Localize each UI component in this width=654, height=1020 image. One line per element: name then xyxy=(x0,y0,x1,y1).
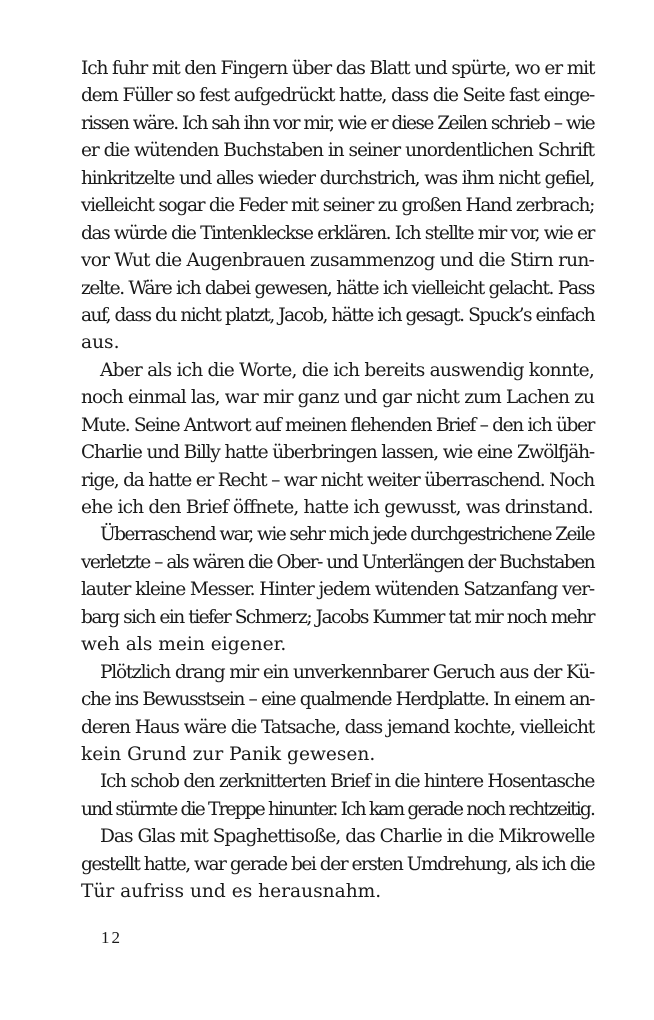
text-line: weh als mein eigener. xyxy=(81,634,287,656)
text-line: vor Wut die Augenbrauen zusammenzog und die Stirn run- xyxy=(81,250,594,272)
text-line: Das Glas mit Spaghettisoße, das Charlie in die Mikrowelle xyxy=(100,826,595,848)
text-line: Aber als ich die Worte, die ich bereits auswendig konnte, xyxy=(100,359,594,381)
text-line: auf, dass du nicht platzt, Jacob, hätte ich gesagt. Spuck’s einfach xyxy=(81,304,594,326)
text-line: lauter kleine Messer. Hinter jedem wütenden Satzanfang ver- xyxy=(81,579,594,601)
text-line: noch einmal las, war mir ganz und gar nicht zum Lachen zu xyxy=(81,387,594,409)
text-line: barg sich ein tiefer Schmerz; Jacobs Kummer tat mir noch mehr xyxy=(81,606,594,628)
text-line: rissen wäre. Ich sah ihn vor mir, wie er diese Zeilen schrieb – wie xyxy=(81,112,594,134)
paragraph-5 xyxy=(81,768,594,823)
text-line: Tür aufriss und es herausnahm. xyxy=(81,881,382,903)
paragraph-4 xyxy=(81,659,594,769)
text-line: Ich fuhr mit den Fingern über das Blatt und spürte, wo er mit xyxy=(81,58,595,79)
page-number: 12 xyxy=(101,928,122,947)
text-line: Überraschend war, wie sehr mich jede durchgestrichene Zeile xyxy=(100,524,594,546)
text-line: kein Grund zur Panik gewesen. xyxy=(81,743,376,765)
paragraph-1 xyxy=(81,55,594,357)
text-line: er die wütenden Buchstaben in seiner unordentlichen Schrift xyxy=(81,140,594,162)
text-line: gestellt hatte, war gerade bei der ersten Umdrehung, als ich die xyxy=(81,853,595,875)
text-line: und stürmte die Treppe hinunter. Ich kam gerade noch rechtzeitig. xyxy=(81,798,594,820)
text-line: deren Haus wäre die Tatsache, dass jemand kochte, vielleicht xyxy=(81,716,594,738)
text-line: zelte. Wäre ich dabei gewesen, hätte ich vielleicht gelacht. Pass xyxy=(81,277,594,299)
paragraph-6 xyxy=(81,823,594,905)
paragraph-2 xyxy=(81,357,594,522)
text-line: ehe ich den Brief öffnete, hatte ich gewusst, was drinstand. xyxy=(81,497,593,518)
text-line: vielleicht sogar die Feder mit seiner zu großen Hand zerbrach; xyxy=(81,195,594,217)
text-line: aus. xyxy=(81,332,120,354)
text-line: che ins Bewusstsein – eine qualmende Herdplatte. In einem an- xyxy=(81,689,594,711)
text-line: Charlie und Billy hatte überbringen lassen, wie eine Zwölfjäh- xyxy=(81,442,594,464)
text-line: verletzte – als wären die Ober- und Unterlängen der Buchstaben xyxy=(81,551,594,573)
text-line: Plötzlich drang mir ein unverkennbarer Geruch aus der Kü- xyxy=(100,661,594,683)
text-line: dem Füller so fest aufgedrückt hatte, dass die Seite fast einge- xyxy=(81,85,594,107)
paragraph-3 xyxy=(81,521,594,658)
body-text xyxy=(81,55,594,906)
text-line: rige, da hatte er Recht – war nicht weiter überraschend. Noch xyxy=(81,469,594,491)
text-line: hinkritzelte und alles wieder durchstrich, was ihm nicht gefiel, xyxy=(81,167,594,189)
text-line: Ich schob den zerknitterten Brief in die hintere Hosentasche xyxy=(100,771,594,793)
text-line: Mute. Seine Antwort auf meinen flehenden Brief – den ich über xyxy=(81,414,594,436)
text-line: das würde die Tintenkleckse erklären. Ich stellte mir vor, wie er xyxy=(81,222,594,244)
